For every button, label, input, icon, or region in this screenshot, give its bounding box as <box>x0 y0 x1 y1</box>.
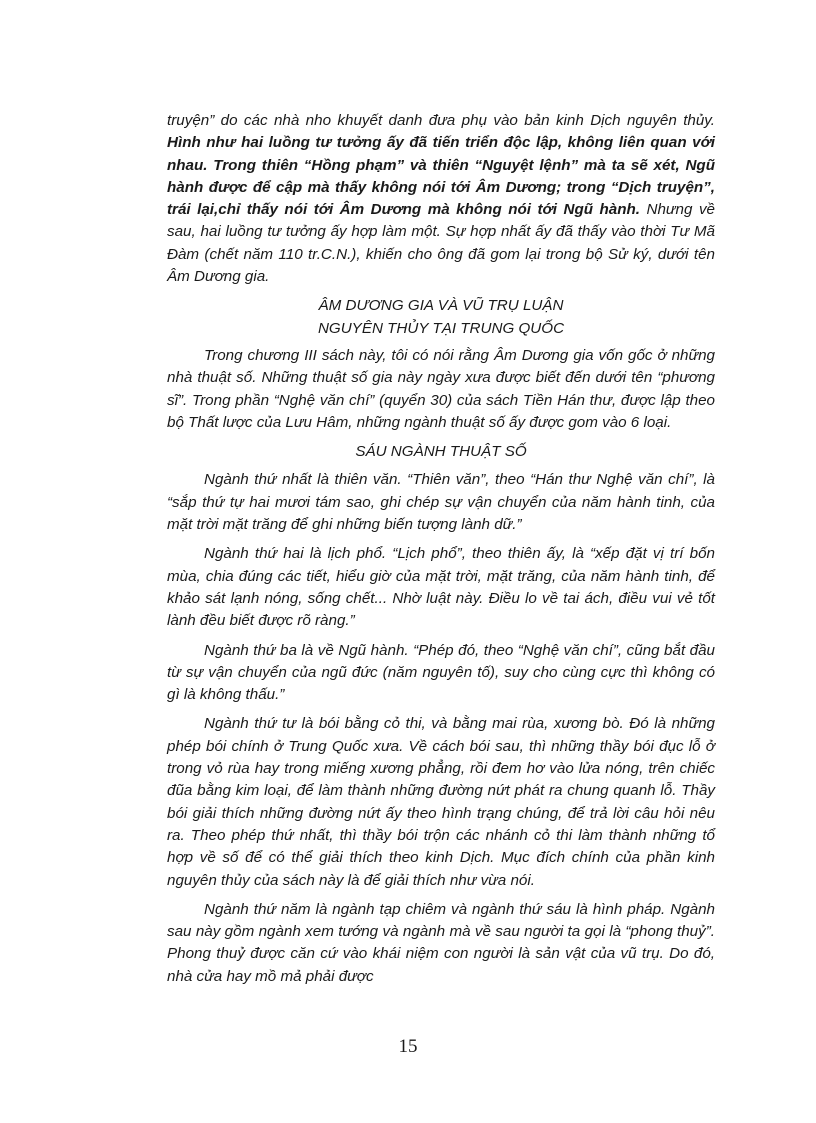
paragraph-intro-bold: Hình như hai luồng tư tưởng ấy đã tiến triển độc lập, không liên quan với nhau. Trong thiên “Hồng phạm” và thiên “Nguyệt lệnh” mà ta sẽ xét, Ngũ hành được để cập mà thấy không nói tới Âm Dương; trong “Dịch truyện”, trái lại,chỉ thấy nói tới Âm Dương mà không nói tới Ngũ hành. <box>167 134 715 219</box>
paragraph-intro <box>167 110 715 288</box>
paragraph-thien-van: Ngành thứ nhất là thiên văn. “Thiên văn”, theo “Hán thư Nghệ văn chí”, là “sắp thứ tự hai mươi tám sao, ghi chép sự vận chuyển của năm hành tinh, của mặt trời mặt trăng để ghi những biến tượng lành dữ.” <box>167 471 715 534</box>
section-heading-sau-nganh: SÁU NGÀNH THUẬT SỐ <box>355 443 527 461</box>
paragraph-ngu-hanh: Ngành thứ ba là về Ngũ hành. “Phép đó, theo “Nghệ văn chí”, cũng bắt đầu từ sự vận chuyển của ngũ đức (năm nguyên tố), suy cho cùng cực thì không có gì là không thấu.” <box>167 641 715 704</box>
paragraph-intro-text-2: Nhưng về sau, hai luồng tư tưởng ấy hợp làm một. Sự hợp nhất ấy đã thấy vào thời Tư Mã Đàm (chết năm 110 tr.C.N.), khiến cho ông đã gom lại trong bộ Sử ký, dưới tên Âm Dương gia. <box>167 201 715 286</box>
paragraph-boi-co-thi: Ngành thứ tư là bói bằng cỏ thi, và bằng mai rùa, xương bò. Đó là những phép bói chính ở Trung Quốc xưa. Về cách bói sau, thì những thầy bói đục lỗ ở trong vỏ rùa hay trong miếng xương phẳng, rồi đem hơ vào lửa nóng, trên chiếc đũa bằng kim loại, để làm thành những đường nứt phát ra chung quanh lỗ. Thầy bói giải thích những đường nứt ấy theo hình trạng chúng, để trả lời câu hỏi nêu ra. Theo phép thứ nhất, thì thầy bói trộn các nhánh cỏ thi làm thành những tổ hợp về số để có thể giải thích theo kinh Dịch. Mục đích chính của phần kinh nguyên thủy của sách này là để giải thích như vừa nói. <box>167 715 715 889</box>
paragraph-lich-pho: Ngành thứ hai là lịch phổ. “Lịch phổ”, theo thiên ấy, là “xếp đặt vị trí bốn mùa, chia đúng các tiết, hiểu giờ của mặt trời, mặt trăng, của năm hành tinh, để khảo sát lạnh nóng, sống chết... Nhờ luật này. Điều lo về tai ách, điều vui vẻ tốt lành đều biết được rõ ràng.” <box>167 545 715 630</box>
section-heading-line-1: ÂM DƯƠNG GIA VÀ VŨ TRỤ LUẬN <box>318 297 564 315</box>
paragraph-tap-chiem: Ngành thứ năm là ngành tạp chiêm và ngành thứ sáu là hình pháp. Ngành sau này gồm ngành xem tướng và ngành mà về sau người ta gọi là “phong thuỷ”. Phong thuỷ được căn cứ vào khái niệm con người là sản vật của vũ trụ. Do đó, nhà cửa hay mồ mả phải được <box>167 900 715 985</box>
page-number: 15 <box>398 1036 418 1057</box>
section-heading-line-2: NGUYÊN THỦY TẠI TRUNG QUỐC <box>317 319 565 337</box>
paragraph-intro-text-1: truyện” do các nhà nho khuyết danh đưa phụ vào bản kinh Dịch nguyên thủy. <box>167 112 715 129</box>
page-body <box>167 110 715 988</box>
paragraph-chuong-iii: Trong chương III sách này, tôi có nói rằng Âm Dương gia vốn gốc ở những nhà thuật số. Những thuật số gia này ngày xưa được biết đến dưới tên “phương sĩ”. Trong phần “Nghệ văn chí” (quyển 30) của sách Tiền Hán thư, được lập theo bộ Thất lược của Lưu Hâm, những ngành thuật số ấy được gom vào 6 loại. <box>167 346 715 431</box>
section-heading-am-duong <box>167 295 715 340</box>
